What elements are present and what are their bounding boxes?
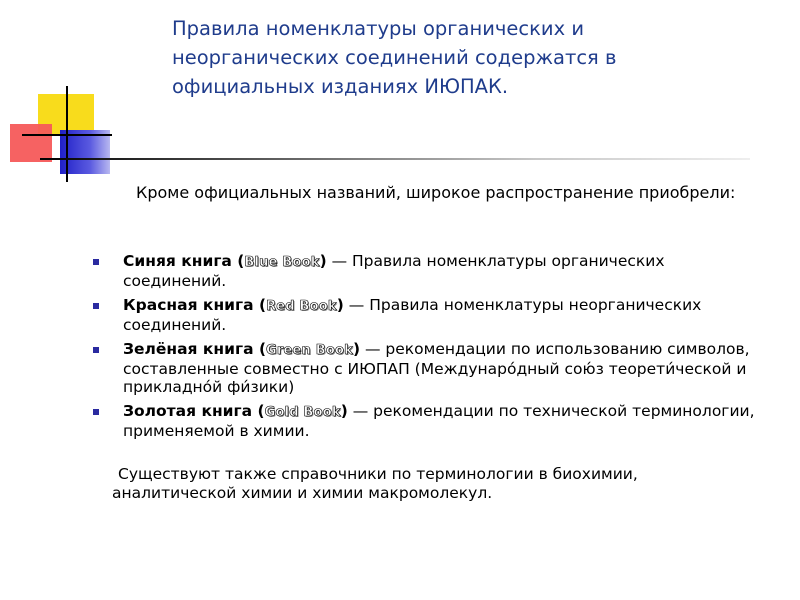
book-english-name: Gold Book — [264, 405, 341, 420]
list-item-blue-book: Синяя книга (Blue Book) — Правила номенклатуры органических соединений. — [90, 252, 760, 290]
book-name: Красная книга — [123, 296, 254, 314]
red-square-decoration — [10, 124, 52, 162]
book-name: Зелёная книга — [123, 340, 254, 358]
book-description: — Правила номенклатуры органических соединений. — [123, 252, 665, 290]
list-item-red-book: Красная книга (Red Book) — Правила номенклатуры неорганических соединений. — [90, 296, 760, 334]
books-list — [90, 252, 760, 446]
square-bullet-icon — [93, 347, 99, 353]
book-english-name: Green Book — [266, 343, 353, 358]
title-divider-line — [40, 158, 750, 160]
intro-text: Кроме официальных названий, широкое распространение приобрели: — [136, 183, 736, 202]
outro-paragraph — [112, 465, 712, 503]
square-bullet-icon — [93, 303, 99, 309]
corner-logo-decoration — [0, 80, 140, 190]
book-english-name: Blue Book — [244, 255, 320, 270]
book-description: — Правила номенклатуры неорганических соединений. — [123, 296, 702, 334]
book-name: Синяя книга — [123, 252, 232, 270]
book-english-name: Red Book — [266, 299, 337, 314]
book-description: — рекомендации по технической терминологии, применяемой в химии. — [123, 402, 755, 440]
square-bullet-icon — [93, 259, 99, 265]
slide-title: Правила номенклатуры органических и неорганических соединений содержатся в официальных изданиях ИЮПАК. — [172, 17, 617, 98]
list-item-gold-book: Золотая книга (Gold Book) — рекомендации по технической терминологии, применяемой в химии. — [90, 402, 760, 440]
short-horizontal-line-decoration — [22, 134, 112, 136]
intro-paragraph — [122, 183, 742, 202]
list-item-green-book: Зелёная книга (Green Book) — рекомендации по использованию символов, составленные совместно с ИЮПАП (Междунаро́дный сою́з теорети́ческой и прикладно́й фи́зики) — [90, 340, 760, 396]
outro-text: Существуют также справочники по терминологии в биохимии, аналитической химии и химии макромолекул. — [112, 465, 638, 502]
book-name: Золотая книга — [123, 402, 253, 420]
square-bullet-icon — [93, 409, 99, 415]
book-description: — рекомендации по использованию символов, составленные совместно с ИЮПАП (Междунаро́дный сою́з теорети́ческой и прикладно́й фи́зики) — [123, 340, 750, 396]
